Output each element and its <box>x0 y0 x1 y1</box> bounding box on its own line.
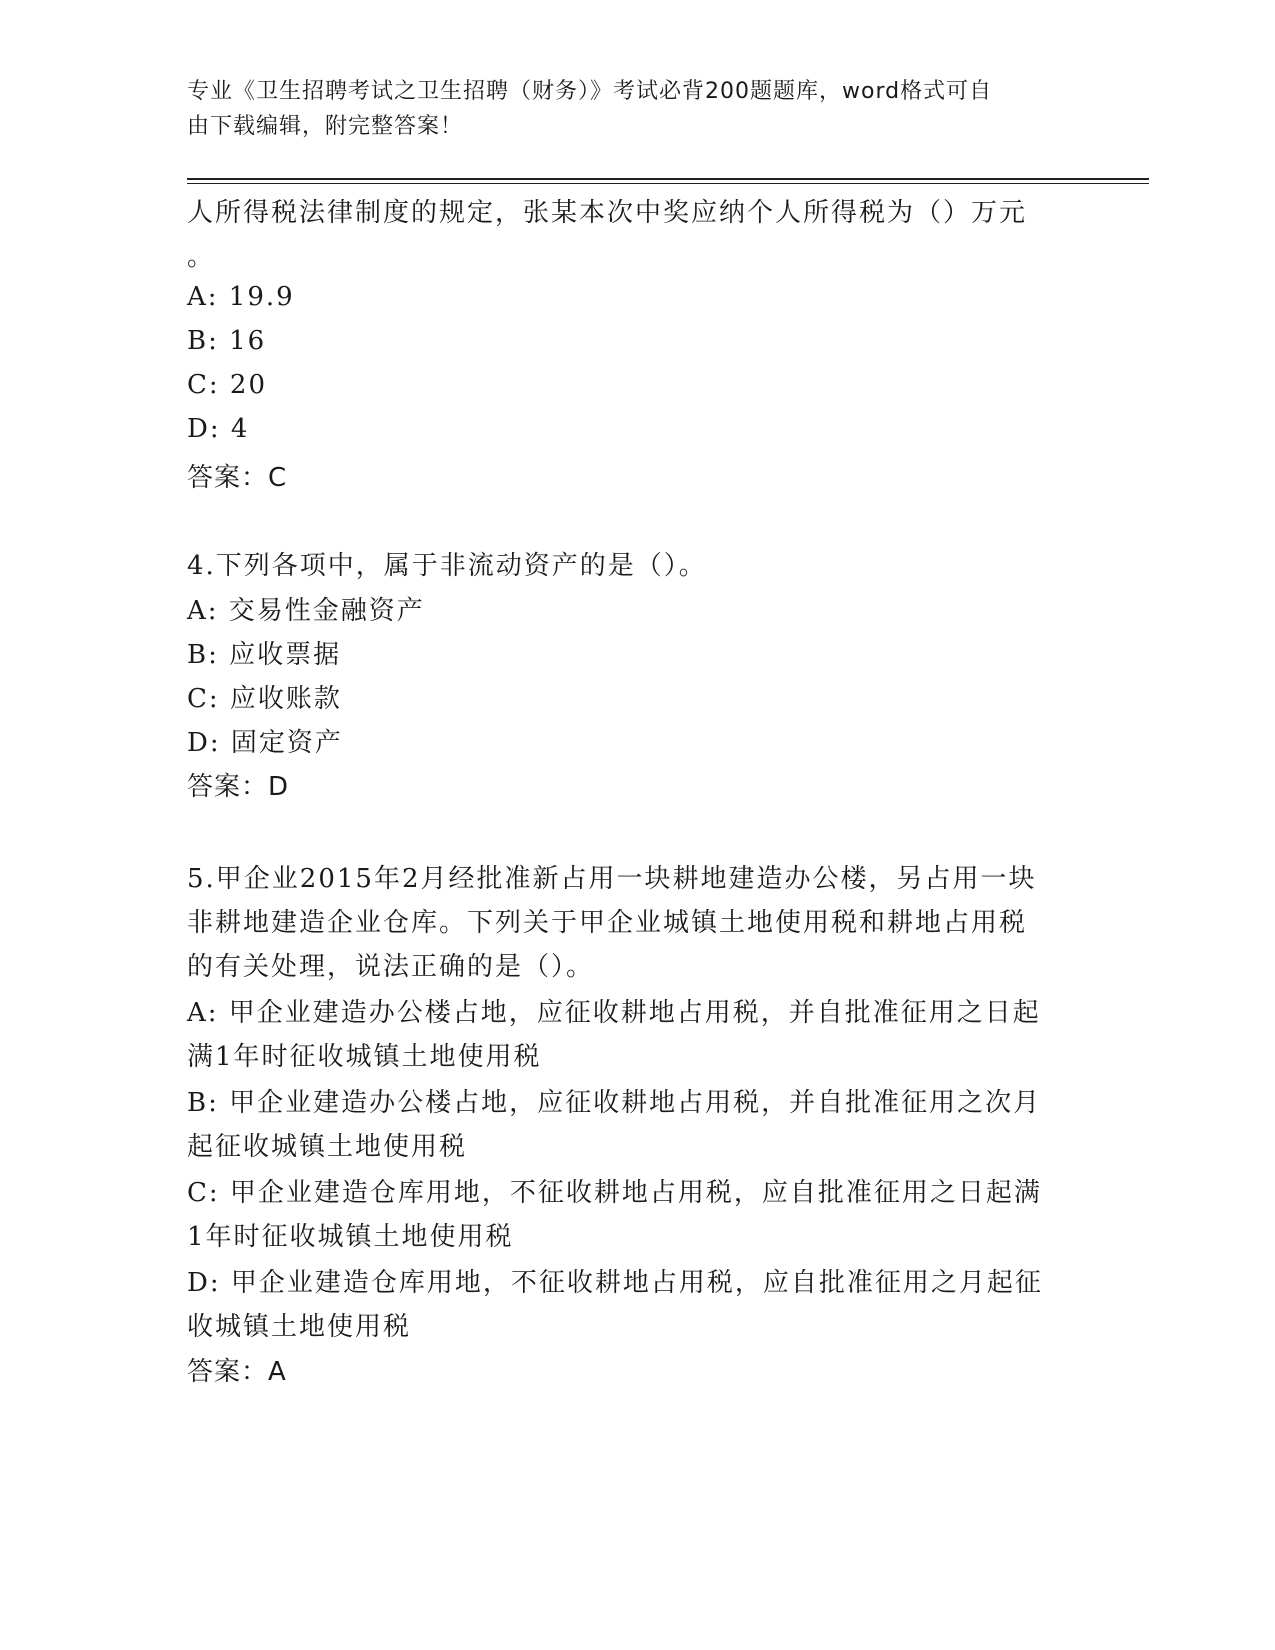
q3-text-line-1: 人所得税法律制度的规定，张某本次中奖应纳个人所得税为（）万元 <box>187 198 1028 228</box>
q5-option-b-line-1: B: 甲企业建造办公楼占地，应征收耕地占用税，并自批准征用之次月 <box>187 1088 1042 1118</box>
q5-text-line-3: 的有关处理，说法正确的是（）。 <box>187 952 595 982</box>
header-rule-thick <box>187 178 1149 180</box>
header-line-2: 由下载编辑，附完整答案！ <box>187 114 464 139</box>
q4-option-a: A: 交易性金融资产 <box>187 596 425 626</box>
q3-option-c: C: 20 <box>187 370 268 400</box>
q4-option-c: C: 应收账款 <box>187 684 342 714</box>
q4-text: 4.下列各项中，属于非流动资产的是（）。 <box>187 551 707 581</box>
q5-option-d-line-2: 收城镇土地使用税 <box>187 1312 412 1342</box>
q5-option-a-line-2: 满1年时征收城镇土地使用税 <box>187 1042 542 1072</box>
q3-option-b: B: 16 <box>187 326 267 356</box>
q3-option-a: A: 19.9 <box>187 282 295 312</box>
q3-text-line-2: 。 <box>187 242 216 272</box>
q3-answer: 答案：C <box>187 463 288 493</box>
q5-answer: 答案：A <box>187 1357 287 1387</box>
q5-text-line-1: 5.甲企业2015年2月经批准新占用一块耕地建造办公楼，另占用一块 <box>187 864 1037 894</box>
q5-option-c-line-1: C: 甲企业建造仓库用地，不征收耕地占用税，应自批准征用之日起满 <box>187 1178 1042 1208</box>
q5-text-line-2: 非耕地建造企业仓库。下列关于甲企业城镇土地使用税和耕地占用税 <box>187 908 1028 938</box>
header-rule-thin <box>187 183 1149 184</box>
q4-option-b: B: 应收票据 <box>187 640 342 670</box>
header-line-1: 专业《卫生招聘考试之卫生招聘（财务）》考试必背200题题库，word格式可自 <box>187 79 993 104</box>
q4-answer: 答案：D <box>187 772 290 802</box>
q5-option-a-line-1: A: 甲企业建造办公楼占地，应征收耕地占用税，并自批准征用之日起 <box>187 998 1041 1028</box>
q5-option-b-line-2: 起征收城镇土地使用税 <box>187 1132 468 1162</box>
document-header <box>187 74 1067 144</box>
q5-option-d-line-1: D: 甲企业建造仓库用地，不征收耕地占用税，应自批准征用之月起征 <box>187 1268 1043 1298</box>
q5-option-c-line-2: 1年时征收城镇土地使用税 <box>187 1222 514 1252</box>
q3-option-d: D: 4 <box>187 414 250 444</box>
q4-option-d: D: 固定资产 <box>187 728 343 758</box>
